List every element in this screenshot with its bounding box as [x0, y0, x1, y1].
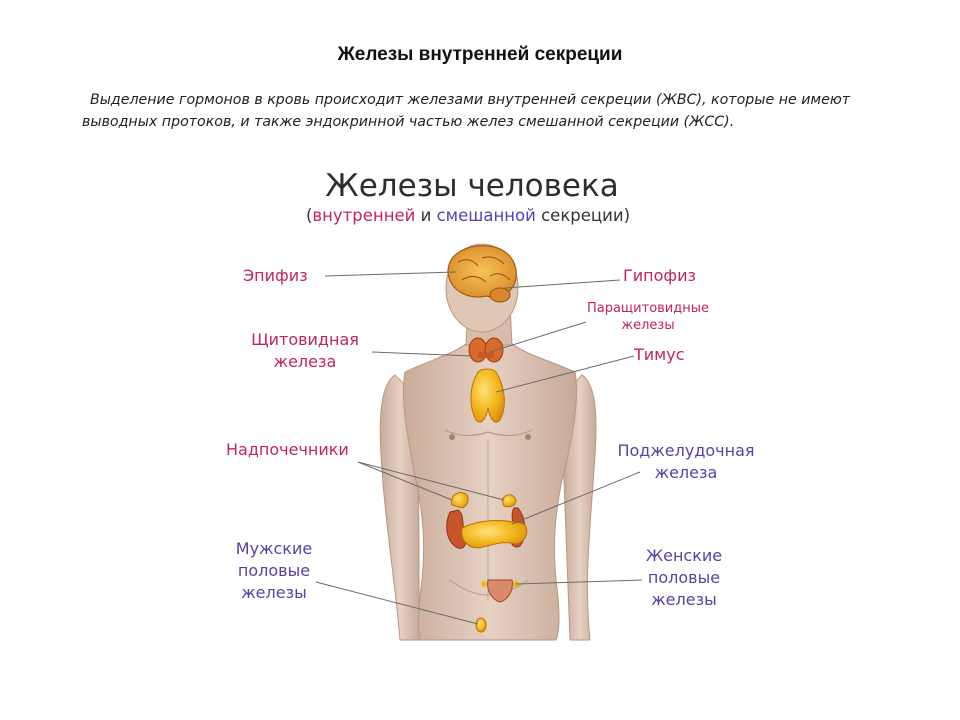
label-thymus: Тимус [634, 345, 685, 364]
label-parathyroid-line2: железы [621, 318, 675, 333]
label-hypophysis: Гипофиз [623, 266, 696, 285]
label-pancreas [610, 440, 762, 484]
subtitle-rest: секреции) [535, 206, 631, 225]
diagram-title: Железы человека [325, 168, 619, 204]
label-female-line3: железы [651, 590, 717, 609]
label-thyroid [238, 329, 372, 373]
subtitle-open: ( [305, 206, 313, 225]
label-epiphysis: Эпифиз [243, 266, 308, 285]
intro-paragraph: Выделение гормонов в кровь происходит железами внутренней секреции (ЖВС), которые не имеют выводных протоков, и также эндокринной частью желез смешанной секреции (ЖСС). [82, 92, 851, 130]
label-pancreas-line2: железа [654, 463, 718, 482]
subtitle-mixed: смешанной [436, 206, 536, 225]
label-thyroid-line2: железа [273, 352, 337, 371]
label-female-line1: Женские [645, 546, 723, 565]
label-male-glands [226, 538, 322, 604]
subtitle-and: и [415, 206, 437, 225]
pancreas-icon [462, 521, 527, 548]
subtitle-internal: внутренней [312, 206, 416, 225]
label-adrenal: Надпочечники [226, 440, 349, 459]
slide-title: Железы внутренней секреции [337, 44, 623, 65]
label-male-line3: железы [241, 583, 307, 602]
testes-icon [476, 618, 486, 632]
label-parathyroid-line1: Паращитовидные [586, 301, 710, 316]
label-male-line1: Мужские [235, 539, 313, 558]
label-parathyroid [578, 300, 718, 334]
label-female-glands [636, 545, 732, 611]
label-female-line2: половые [647, 568, 721, 587]
label-male-line2: половые [237, 561, 311, 580]
label-pancreas-line1: Поджелудочная [617, 441, 755, 460]
label-thyroid-line1: Щитовидная [251, 330, 359, 349]
